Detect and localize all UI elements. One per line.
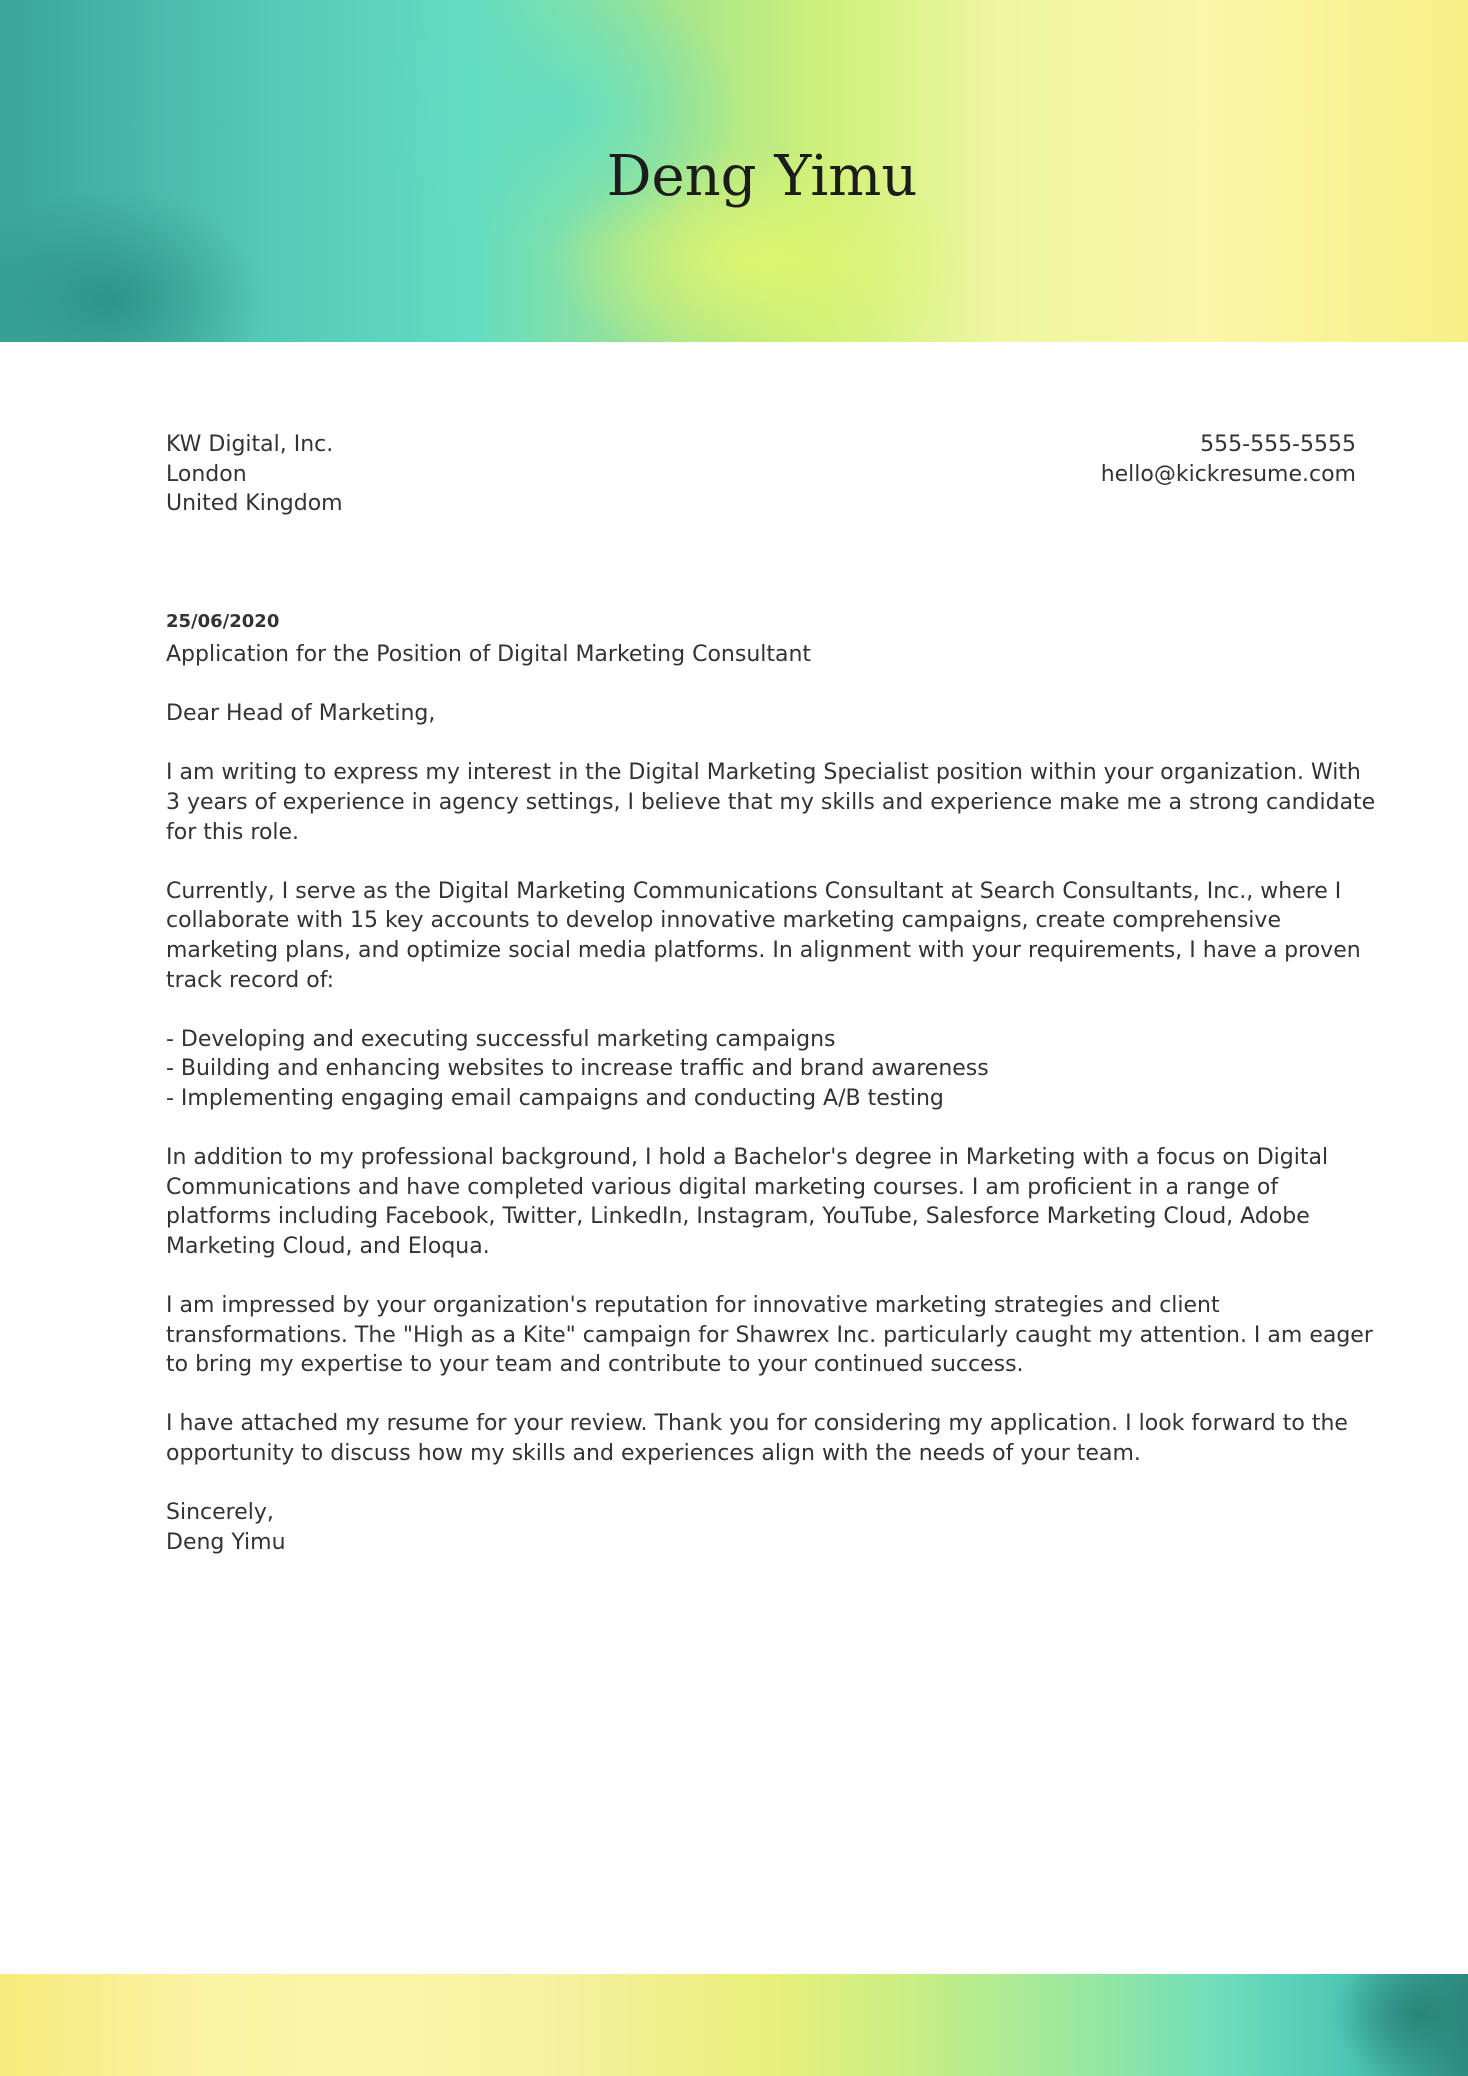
paragraph-education [166,1143,1366,1261]
recipient-address [166,430,343,519]
paragraph-line: marketing plans, and optimize social media platforms. In alignment with your requirements, I have a proven [166,937,1361,963]
list-item: - Developing and executing successful marketing campaigns [166,1026,836,1052]
paragraph-line: transformations. The "High as a Kite" campaign for Shawrex Inc. particularly caught my attention. I am eager [166,1322,1373,1348]
list-item: - Implementing engaging email campaigns and conducting A/B testing [166,1085,944,1111]
paragraph-line: track record of: [166,967,335,993]
paragraph-line: Currently, I serve as the Digital Marketing Communications Consultant at Search Consultants, Inc., where I [166,878,1342,904]
recipient-city: London [166,461,247,487]
paragraph-line: 3 years of experience in agency settings, I believe that my skills and experience make me a strong candidate [166,789,1376,815]
paragraph-current-role [166,877,1366,995]
achievement-list [166,1025,1366,1114]
sender-contact [1101,430,1356,489]
letter-date: 25/06/2020 [166,611,280,632]
recipient-company: KW Digital, Inc. [166,432,334,457]
paragraph-line: I am impressed by your organization's reputation for innovative marketing strategies and client [166,1293,1220,1319]
phone-number: 555-555-5555 [1200,432,1356,457]
email-address: hello@kickresume.com [1100,461,1356,487]
paragraph-line: collaborate with 15 key accounts to develop innovative marketing campaigns, create comprehensive [166,908,1281,934]
paragraph-motivation [166,1291,1373,1380]
closing-phrase: Sincerely, [166,1500,274,1526]
paragraph-line: In addition to my professional background, I hold a Bachelor's degree in Marketing with a focus on Digital [166,1145,1329,1171]
letter-body [166,610,1376,1557]
footer-banner [0,1974,1468,2076]
paragraph-line: opportunity to discuss how my skills and experiences align with the needs of your team. [166,1441,1141,1467]
paragraph-line: to bring my expertise to your team and contribute to your continued success. [166,1352,1024,1378]
paragraph-line: I am writing to express my interest in the Digital Marketing Specialist position within your organization. With [166,760,1361,786]
recipient-country: United Kingdom [166,491,343,517]
paragraph-closing [166,1409,1366,1468]
paragraph-line: I have attached my resume for your review. Thank you for considering my application. I look forward to the [166,1411,1348,1437]
paragraph-line: Marketing Cloud, and Eloqua. [166,1233,490,1259]
letter-subject: Application for the Position of Digital Marketing Consultant [166,642,812,667]
applicant-name: Deng Yimu [606,144,918,209]
header-banner [0,0,1468,342]
salutation: Dear Head of Marketing, [166,701,436,727]
list-item: - Building and enhancing websites to increase traffic and brand awareness [166,1056,989,1082]
paragraph-line: Communications and have completed various digital marketing courses. I am proficient in a range of [166,1174,1279,1200]
paragraph-line: for this role. [166,819,300,845]
signature-name: Deng Yimu [166,1529,286,1555]
paragraph-intro [166,758,1376,847]
paragraph-line: platforms including Facebook, Twitter, LinkedIn, Instagram, YouTube, Salesforce Marketing Cloud, Adobe [166,1204,1310,1230]
